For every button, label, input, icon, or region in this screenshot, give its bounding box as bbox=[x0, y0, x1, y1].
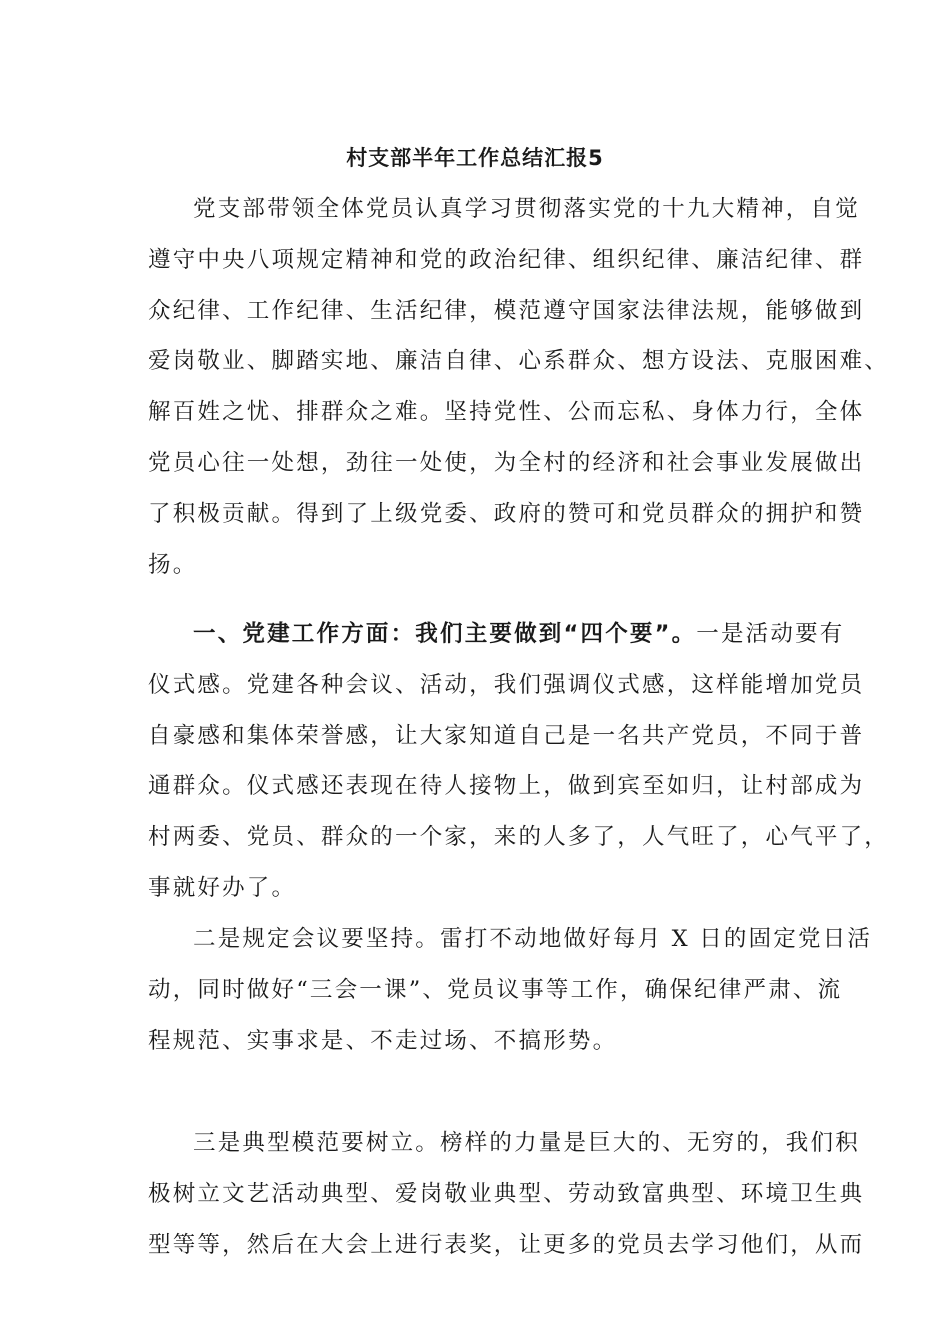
text-line: 党员心往一处想，劲往一处使，为全村的经济和社会事业发展做出 bbox=[148, 449, 865, 476]
text-line: 自豪感和集体荣誉感，让大家知道自己是一名共产党员，不同于普 bbox=[148, 722, 865, 749]
text-line: 仪式感。党建各种会议、活动，我们强调仪式感，这样能增加党员 bbox=[148, 671, 865, 698]
paragraph-role-models bbox=[148, 1118, 865, 1270]
text-line: 通群众。仪式感还表现在待人接物上，做到宾至如归，让村部成为 bbox=[148, 773, 865, 800]
text-line bbox=[148, 609, 845, 660]
text-line: 型等等，然后在大会上进行表奖，让更多的党员去学习他们，从而 bbox=[148, 1231, 865, 1258]
text-line: 村两委、党员、群众的一个家，来的人多了，人气旺了，心气平了， bbox=[148, 824, 890, 851]
text-line: 三是典型模范要树立。榜样的力量是巨大的、无穷的，我们积 bbox=[193, 1130, 860, 1156]
text-line: 二是规定会议要坚持。雷打不动地做好每月 X 日的固定党日活 bbox=[193, 926, 873, 952]
text-line: 遵守中央八项规定精神和党的政治纪律、组织纪律、廉洁纪律、群 bbox=[148, 246, 865, 273]
text-line: 解百姓之忧、排群众之难。坚持党性、公而忘私、身体力行，全体 bbox=[148, 399, 865, 426]
text-line: 爱岗敬业、脚踏实地、廉洁自律、心系群众、想方设法、克服困难、 bbox=[148, 348, 890, 375]
document-title: 村支部半年工作总结汇报5 bbox=[346, 146, 604, 170]
text-line: 极树立文艺活动典型、爱岗敬业典型、劳动致富典型、环境卫生典 bbox=[148, 1180, 865, 1207]
paragraph-meetings bbox=[148, 914, 873, 1066]
section-heading: 一、党建工作方面：我们主要做到“四个要”。 bbox=[193, 621, 697, 647]
text-line: 事就好办了。 bbox=[148, 874, 297, 901]
text-line: 众纪律、工作纪律、生活纪律，模范遵守国家法律法规，能够做到 bbox=[148, 297, 865, 324]
paragraph-intro bbox=[148, 184, 890, 590]
paragraph-party-building bbox=[148, 609, 890, 914]
text-line: 了积极贡献。得到了上级党委、政府的赞可和党员群众的拥护和赞 bbox=[148, 500, 865, 527]
text-line: 动，同时做好“三会一课”、党员议事等工作，确保纪律严肃、流 bbox=[148, 976, 843, 1003]
text-line: 扬。 bbox=[148, 551, 198, 578]
text-line: 程规范、实事求是、不走过场、不搞形势。 bbox=[148, 1027, 618, 1054]
text-line: 党支部带领全体党员认真学习贯彻落实党的十九大精神，自觉 bbox=[193, 196, 860, 222]
text-fragment: 一是活动要有 bbox=[696, 621, 845, 647]
